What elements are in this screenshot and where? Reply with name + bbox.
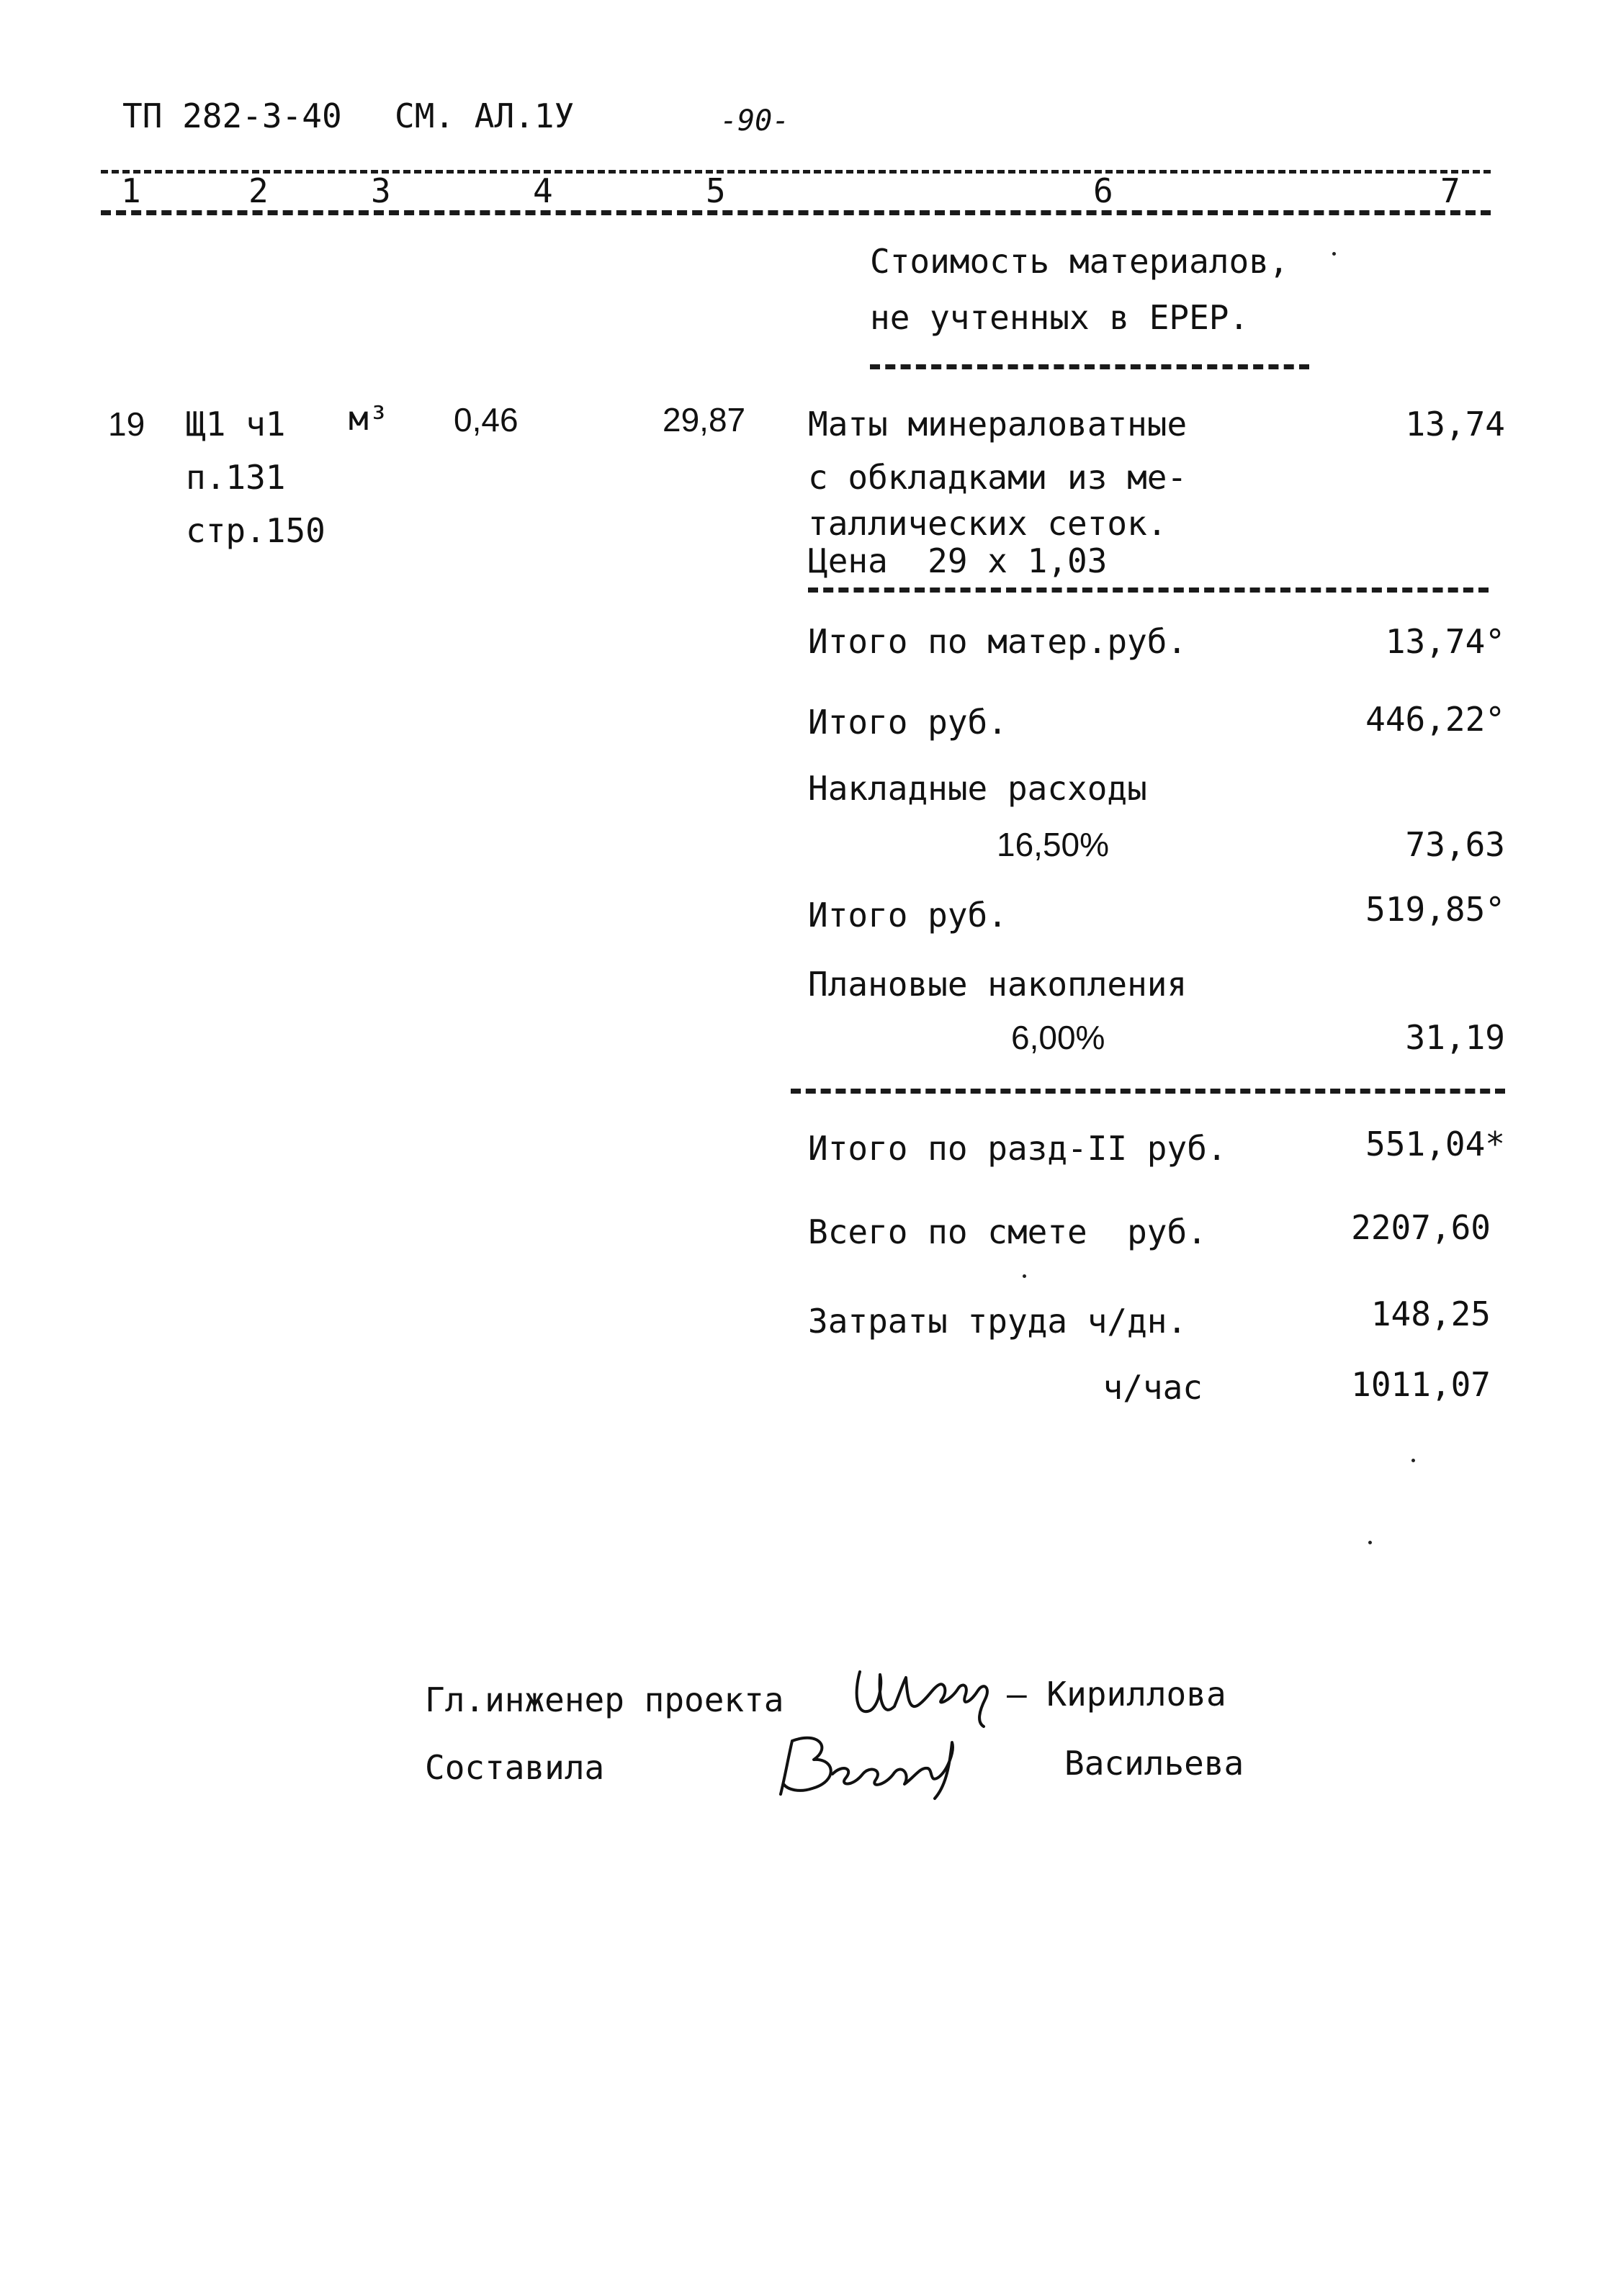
- row-code-line1: Щ1 ч1: [186, 405, 286, 444]
- estimate-total-value: 2207,60: [1351, 1208, 1491, 1247]
- scan-speck: [1368, 1541, 1372, 1544]
- column-header-top-rule: [101, 170, 1491, 174]
- overhead-rate: 16,50%: [997, 826, 1110, 863]
- scan-speck: [1332, 252, 1336, 256]
- chief-engineer-signature: [850, 1656, 1001, 1735]
- column-number-3: 3: [371, 171, 391, 210]
- labor-hours-value: 1011,07: [1351, 1365, 1491, 1404]
- labor-hours-label: ч/час: [1103, 1368, 1203, 1407]
- compiler-name: Васильева: [1064, 1744, 1244, 1783]
- estimate-total-label: Всего по смете руб.: [808, 1212, 1207, 1251]
- total-rub-value: 446,22°: [1365, 700, 1505, 739]
- section-total-label: Итого по разд-II руб.: [808, 1129, 1227, 1168]
- materials-heading-rule: [870, 364, 1309, 369]
- section-total-value: 551,04*: [1365, 1125, 1505, 1163]
- total-rub-label: Итого руб.: [808, 703, 1007, 742]
- row-number: 19: [108, 405, 145, 443]
- chief-engineer-role: Гл.инженер проекта: [425, 1680, 784, 1719]
- column-number-6: 6: [1093, 171, 1113, 210]
- row-cost: 13,74: [1405, 405, 1505, 444]
- compiler-role: Составила: [425, 1748, 605, 1787]
- planned-savings-label: Плановые накопления: [808, 965, 1188, 1004]
- compiler-signature: [763, 1726, 979, 1806]
- subtotal-rub-label: Итого руб.: [808, 896, 1007, 935]
- overhead-value: 73,63: [1405, 825, 1505, 864]
- scan-speck: [1411, 1459, 1415, 1462]
- page-number: -90-: [720, 104, 790, 138]
- document-code: ТП 282-3-40: [122, 96, 342, 135]
- planned-savings-rate: 6,00%: [1011, 1019, 1105, 1056]
- column-number-1: 1: [121, 171, 141, 210]
- column-number-2: 2: [248, 171, 269, 210]
- row-description-line2: с обкладками из ме-: [808, 458, 1188, 497]
- column-number-5: 5: [706, 171, 726, 210]
- row-quantity: 0,46: [454, 401, 519, 438]
- chief-engineer-name: – Кириллова: [1007, 1675, 1226, 1714]
- overhead-label: Накладные расходы: [808, 769, 1147, 808]
- column-header-bottom-rule: [101, 210, 1491, 215]
- section-code: СМ. АЛ.1У: [395, 96, 575, 135]
- labor-days-label: Затраты труда ч/дн.: [808, 1302, 1188, 1341]
- column-number-7: 7: [1440, 171, 1460, 210]
- materials-heading-line1: Стоимость материалов,: [870, 242, 1289, 281]
- labor-days-value: 148,25: [1370, 1295, 1491, 1333]
- totals-bottom-rule: [791, 1089, 1505, 1094]
- row-unit: м³: [349, 399, 389, 438]
- row-price: 29,87: [663, 401, 746, 438]
- total-materials-value: 13,74°: [1385, 622, 1505, 661]
- row-description-line1: Маты минераловатные: [808, 405, 1188, 444]
- row-description-line3: таллических сеток.: [808, 504, 1167, 543]
- subtotal-rub-value: 519,85°: [1365, 890, 1505, 929]
- planned-savings-value: 31,19: [1405, 1018, 1505, 1057]
- row-code-line2: п.131: [186, 458, 286, 497]
- row-bottom-rule: [808, 587, 1489, 593]
- row-code-line3: стр.150: [186, 511, 326, 550]
- column-number-4: 4: [533, 171, 553, 210]
- row-description-line4: Цена 29 х 1,03: [808, 541, 1108, 580]
- scan-speck: [1023, 1274, 1026, 1278]
- materials-heading-line2: не учтенных в ЕРЕР.: [870, 298, 1249, 337]
- total-materials-label: Итого по матер.руб.: [808, 622, 1188, 661]
